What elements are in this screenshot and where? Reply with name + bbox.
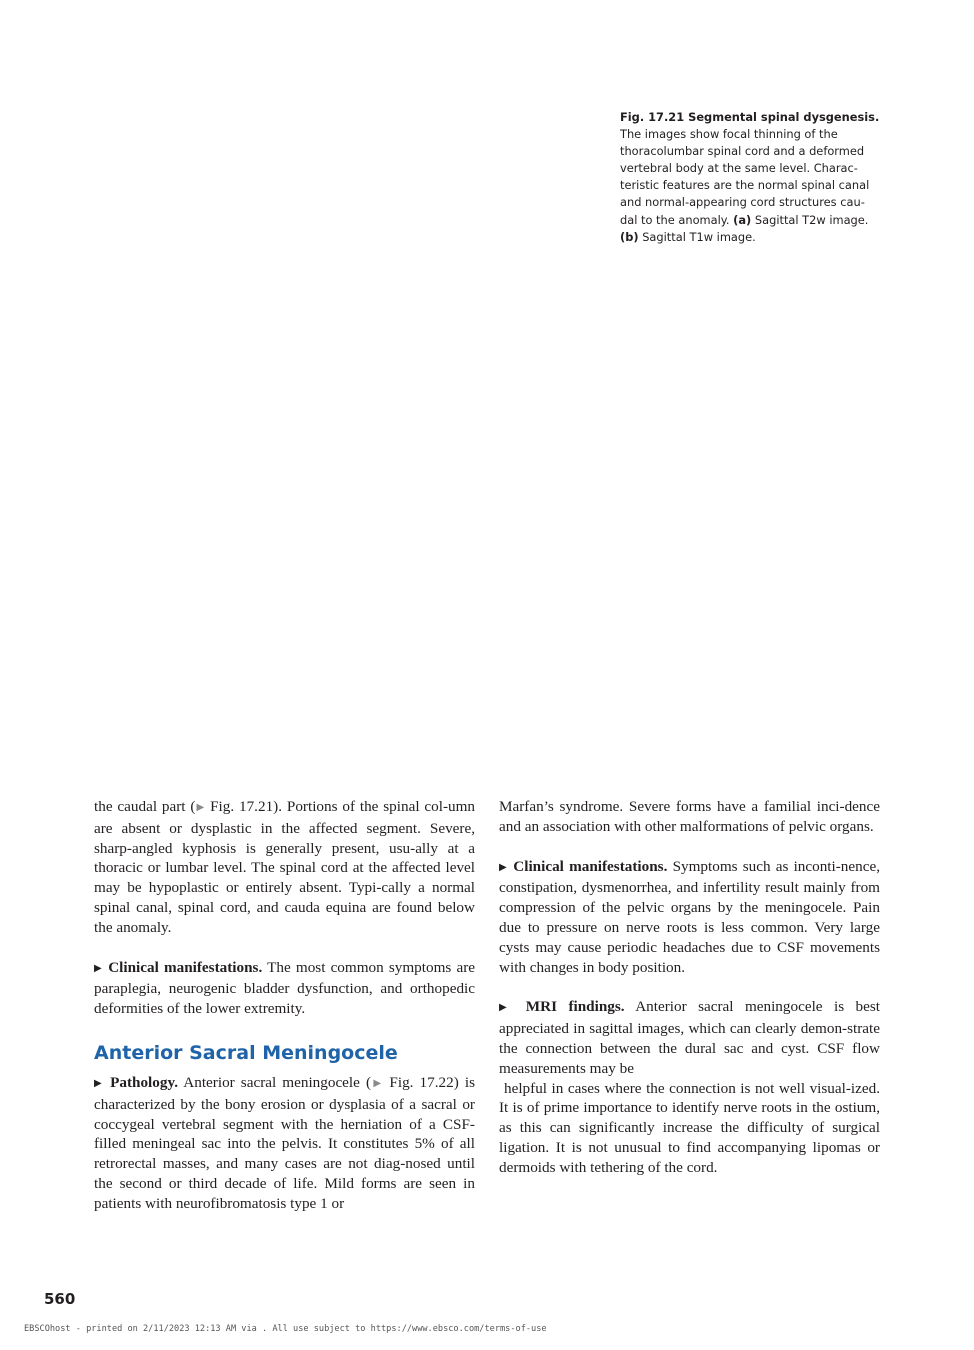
figure-caption-b-text: Sagittal T1w image. [642, 229, 756, 244]
figure-caption-label: Fig. 17.21 Segmental spinal dysgenesis. [620, 110, 880, 124]
left-column [94, 797, 475, 1214]
figure-ref-arrow-icon: ▶ [195, 802, 206, 813]
figure-ref-arrow-icon: ▶ [371, 1077, 384, 1089]
run-in-heading: Clinical manifestations. [513, 857, 668, 875]
run-in-arrow-icon: ▶ [94, 1077, 104, 1089]
run-in-heading: MRI findings. [525, 998, 625, 1016]
figure-caption [620, 109, 882, 246]
figure-caption-a-text: Sagittal T2w image. [754, 212, 869, 227]
paragraph-pathology: ▶ Pathology. Anterior sacral meningocele (▶ Fig. 17.22) is characterized by the bony erosion or dysplasia of a sacral or coccygeal vertebral segment with the herniation of a CSF-filled meningeal sac into the pelvis. It constitutes 5% of all retrorectal masses, and many cases are not diag-nosed until the second or third decade of life. Mild forms are seen in patients with neurofibromatosis type 1 or [94, 1073, 476, 1212]
figure-caption-body: The images show focal thinning of the thoracolumbar spinal cord and a deformed vertebral body at the same level. Charac-teristic features are the normal spinal canal and normal-appearing cord structures cau-dal to the anomaly. [620, 127, 870, 227]
run-in-arrow-icon: ▶ [499, 861, 509, 873]
run-in-heading: Pathology. [110, 1073, 179, 1091]
section-heading: Anterior Sacral Meningocele [94, 1041, 398, 1064]
right-column [499, 797, 880, 1178]
print-footer: EBSCOhost - printed on 2/11/2023 12:13 AM via . All use subject to https://www.ebsco.com/terms-of-use [24, 1324, 547, 1334]
figure-ref-17-22[interactable]: Fig. 17.22 [389, 1073, 454, 1091]
paragraph-caudal-part: the caudal part (▶ Fig. 17.21). Portions of the spinal col-umn are absent or dysplastic in the affected segment. Severe, sharp-angled kyphosis is generally present, usu-ally at a thoracic or lumbar level. The spinal cord at the affected level may be hypoplastic or entirely absent. Typi-cally a normal spinal canal, spinal cord, and cauda equina are found below the anomaly. [94, 798, 476, 936]
paragraph-clinical-manifestations-left: ▶ Clinical manifestations. The most common symptoms are paraplegia, neurogenic bladder dysfunction, and orthopedic deformities of the lower extremity. [94, 958, 475, 1018]
figure-caption-a-label: (a) [733, 212, 752, 227]
paragraph-mri-findings: ▶ MRI findings. Anterior sacral meningocele is best appreciated in sagittal images, which can clearly demon-strate the connection between the dural sac and cyst. CSF flow measurements may be [499, 998, 881, 1077]
run-in-arrow-icon: ▶ [499, 1002, 515, 1014]
paragraph-mri-continued: helpful in cases where the connection is not well visual-ized. It is of prime importance to identify nerve roots in the ostium, as this can significantly increase the difficulty of surgical ligation. It is not unusual to find accompanying lipomas or dermoids with tethering of the cord. [499, 1079, 880, 1176]
page-number: 560 [44, 1290, 76, 1308]
run-in-arrow-icon: ▶ [94, 962, 104, 974]
figure-caption-b-label: (b) [620, 229, 639, 244]
paragraph-clinical-manifestations-right: ▶ Clinical manifestations. Symptoms such as inconti-nence, constipation, dysmenorrhea, and infertility result mainly from compression of the pelvic organs by the meningocele. Pain due to pressure on nerve roots is less common. Very large cysts may cause periodic headaches due to CSF movements with changes in body position. [499, 857, 881, 976]
paragraph-marfan: Marfan’s syndrome. Severe forms have a familial inci-dence and an association with other malformations of pelvic organs. [499, 798, 880, 835]
run-in-heading: Clinical manifestations. [108, 958, 263, 976]
figure-ref-17-21[interactable]: Fig. 17.21 [210, 798, 274, 815]
